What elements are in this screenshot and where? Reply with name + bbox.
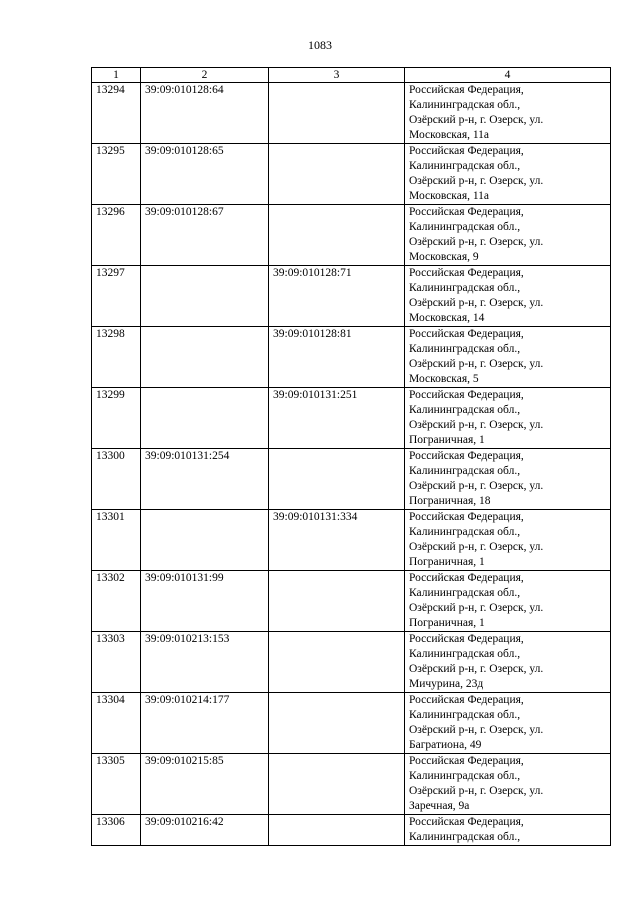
row-number: 13306 — [92, 815, 141, 846]
address-line: Московская, 9 — [409, 251, 479, 263]
row-number: 13305 — [92, 754, 141, 815]
address-line: Калининградская обл., — [409, 99, 521, 111]
cadastral-number-col3: 39:09:010131:334 — [269, 510, 405, 571]
address-line: Калининградская обл., — [409, 526, 521, 538]
row-number: 13295 — [92, 144, 141, 205]
cadastral-number-col3 — [269, 693, 405, 754]
table-row — [92, 754, 611, 815]
cadastral-number-col3 — [269, 83, 405, 144]
address-line: Пограничная, 1 — [409, 434, 485, 446]
address-line: Озёрский р-н, г. Озерск, ул. — [409, 663, 544, 675]
address-line: Озёрский р-н, г. Озерск, ул. — [409, 236, 544, 248]
address-line: Озёрский р-н, г. Озерск, ул. — [409, 785, 544, 797]
address-line: Российская Федерация, — [409, 511, 524, 523]
address-cell — [405, 815, 611, 846]
cadastral-number-col2: 39:09:010131:254 — [141, 449, 269, 510]
table-row — [92, 571, 611, 632]
column-header-4: 4 — [405, 68, 611, 83]
address-line: Российская Федерация, — [409, 816, 524, 828]
address-cell — [405, 754, 611, 815]
table-header-row — [92, 68, 611, 83]
cadastral-number-col3 — [269, 632, 405, 693]
address-line: Калининградская обл., — [409, 587, 521, 599]
cadastral-number-col3 — [269, 205, 405, 266]
address-line: Заречная, 9а — [409, 800, 470, 812]
address-line: Озёрский р-н, г. Озерск, ул. — [409, 175, 544, 187]
cadastral-number-col2: 39:09:010128:64 — [141, 83, 269, 144]
address-line: Озёрский р-н, г. Озерск, ул. — [409, 419, 544, 431]
table-row — [92, 815, 611, 846]
cadastral-number-col3: 39:09:010128:81 — [269, 327, 405, 388]
address-line: Озёрский р-н, г. Озерск, ул. — [409, 114, 544, 126]
row-number: 13298 — [92, 327, 141, 388]
address-line: Калининградская обл., — [409, 770, 521, 782]
table-row — [92, 388, 611, 449]
address-cell — [405, 510, 611, 571]
address-line: Московская, 11а — [409, 190, 490, 202]
address-line: Озёрский р-н, г. Озерск, ул. — [409, 541, 544, 553]
address-line: Калининградская обл., — [409, 282, 521, 294]
cadastral-number-col2: 39:09:010214:177 — [141, 693, 269, 754]
cadastral-number-col2: 39:09:010128:65 — [141, 144, 269, 205]
address-line: Пограничная, 1 — [409, 556, 485, 568]
registry-table — [91, 67, 611, 846]
cadastral-number-col3 — [269, 144, 405, 205]
address-line: Калининградская обл., — [409, 648, 521, 660]
cadastral-number-col3 — [269, 571, 405, 632]
address-line: Российская Федерация, — [409, 755, 524, 767]
table-row — [92, 205, 611, 266]
address-cell — [405, 571, 611, 632]
address-line: Российская Федерация, — [409, 633, 524, 645]
address-cell — [405, 632, 611, 693]
address-cell — [405, 327, 611, 388]
cadastral-number-col3: 39:09:010128:71 — [269, 266, 405, 327]
address-line: Российская Федерация, — [409, 389, 524, 401]
cadastral-number-col2: 39:09:010215:85 — [141, 754, 269, 815]
row-number: 13297 — [92, 266, 141, 327]
address-line: Российская Федерация, — [409, 450, 524, 462]
address-line: Московская, 5 — [409, 373, 479, 385]
address-line: Озёрский р-н, г. Озерск, ул. — [409, 602, 544, 614]
address-line: Озёрский р-н, г. Озерск, ул. — [409, 358, 544, 370]
address-cell — [405, 83, 611, 144]
address-line: Российская Федерация, — [409, 572, 524, 584]
cadastral-number-col2: 39:09:010216:42 — [141, 815, 269, 846]
address-line: Московская, 11а — [409, 129, 490, 141]
column-header-2: 2 — [141, 68, 269, 83]
cadastral-number-col3 — [269, 815, 405, 846]
row-number: 13296 — [92, 205, 141, 266]
cadastral-number-col2 — [141, 388, 269, 449]
address-line: Российская Федерация, — [409, 84, 524, 96]
column-header-1: 1 — [92, 68, 141, 83]
page-number: 1083 — [308, 38, 332, 52]
table-body — [92, 83, 611, 846]
cadastral-number-col2: 39:09:010213:153 — [141, 632, 269, 693]
cadastral-number-col2: 39:09:010128:67 — [141, 205, 269, 266]
address-line: Пограничная, 18 — [409, 495, 491, 507]
address-line: Калининградская обл., — [409, 343, 521, 355]
address-line: Калининградская обл., — [409, 465, 521, 477]
cadastral-number-col3 — [269, 449, 405, 510]
address-line: Калининградская обл., — [409, 831, 521, 843]
address-line: Российская Федерация, — [409, 328, 524, 340]
address-cell — [405, 388, 611, 449]
address-cell — [405, 449, 611, 510]
table-row — [92, 632, 611, 693]
address-line: Калининградская обл., — [409, 404, 521, 416]
address-line: Российская Федерация, — [409, 267, 524, 279]
address-line: Московская, 14 — [409, 312, 485, 324]
cadastral-number-col3 — [269, 754, 405, 815]
address-line: Озёрский р-н, г. Озерск, ул. — [409, 480, 544, 492]
cadastral-number-col3: 39:09:010131:251 — [269, 388, 405, 449]
cadastral-number-col2 — [141, 510, 269, 571]
row-number: 13299 — [92, 388, 141, 449]
column-header-3: 3 — [269, 68, 405, 83]
row-number: 13300 — [92, 449, 141, 510]
address-line: Озёрский р-н, г. Озерск, ул. — [409, 724, 544, 736]
address-cell — [405, 266, 611, 327]
table-row — [92, 144, 611, 205]
address-line: Калининградская обл., — [409, 160, 521, 172]
row-number: 13304 — [92, 693, 141, 754]
row-number: 13301 — [92, 510, 141, 571]
table-row — [92, 83, 611, 144]
table-row — [92, 510, 611, 571]
cadastral-number-col2 — [141, 327, 269, 388]
address-line: Мичурина, 23д — [409, 678, 484, 690]
row-number: 13303 — [92, 632, 141, 693]
address-line: Российская Федерация, — [409, 694, 524, 706]
address-cell — [405, 205, 611, 266]
table-row — [92, 327, 611, 388]
address-line: Багратиона, 49 — [409, 739, 482, 751]
address-line: Российская Федерация, — [409, 206, 524, 218]
address-line: Озёрский р-н, г. Озерск, ул. — [409, 297, 544, 309]
address-cell — [405, 144, 611, 205]
address-line: Пограничная, 1 — [409, 617, 485, 629]
row-number: 13302 — [92, 571, 141, 632]
cadastral-number-col2: 39:09:010131:99 — [141, 571, 269, 632]
cadastral-number-col2 — [141, 266, 269, 327]
table-row — [92, 693, 611, 754]
address-cell — [405, 693, 611, 754]
row-number: 13294 — [92, 83, 141, 144]
table-row — [92, 449, 611, 510]
address-line: Калининградская обл., — [409, 709, 521, 721]
address-line: Калининградская обл., — [409, 221, 521, 233]
table-row — [92, 266, 611, 327]
address-line: Российская Федерация, — [409, 145, 524, 157]
